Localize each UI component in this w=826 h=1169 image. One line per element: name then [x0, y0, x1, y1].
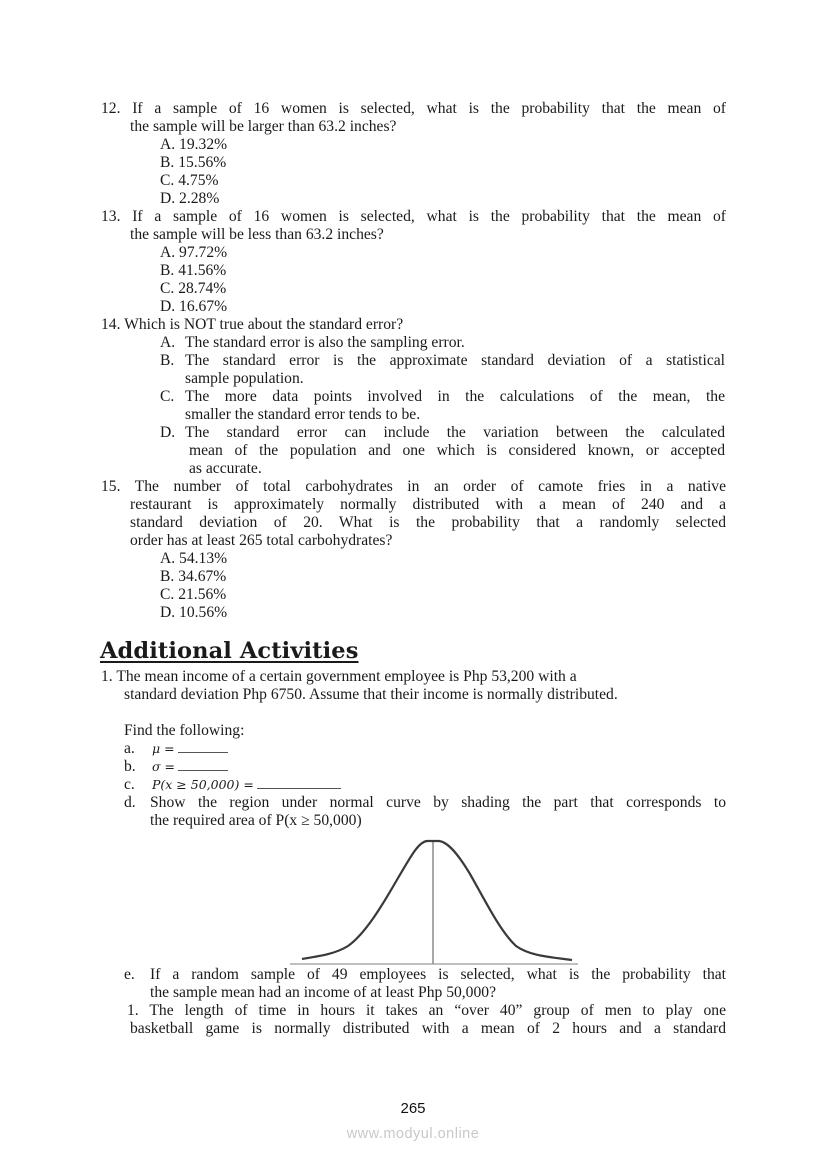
part-c — [152, 776, 341, 794]
option-c: C. 4.75% — [160, 172, 219, 189]
question-text: the sample will be larger than 63.2 inches? — [130, 118, 397, 135]
option-a: A. 19.32% — [160, 136, 228, 153]
item-text: basketball game is normally distributed with a mean of 2 hours and a standard — [130, 1020, 726, 1037]
option-a: A. 54.13% — [160, 550, 228, 567]
question-12 — [101, 100, 726, 118]
item-text: The length of time in hours it takes an “over 40” group of men to play one — [149, 1002, 726, 1019]
option-c-letter: C. — [160, 388, 175, 405]
part-a — [152, 740, 228, 758]
activity-2 — [127, 1002, 726, 1020]
item-text: The mean income of a certain government employee is Php 53,200 with a — [116, 668, 577, 685]
part-b — [152, 758, 228, 776]
question-text: order has at least 265 total carbohydrates? — [130, 532, 393, 549]
option-a: The standard error is also the sampling error. — [185, 334, 465, 351]
option-d: D. 10.56% — [160, 604, 228, 621]
watermark: www.modyul.online — [346, 1126, 480, 1142]
question-15 — [101, 478, 726, 496]
question-number: 14. — [101, 316, 121, 333]
bell-curve — [302, 841, 572, 960]
answer-blank-probability[interactable] — [257, 776, 341, 789]
question-number: 13. — [101, 208, 121, 225]
option-b: The standard error is the approximate standard deviation of a statistical — [185, 352, 725, 369]
option-d-cont2: as accurate. — [189, 460, 262, 477]
option-b-cont: sample population. — [185, 370, 304, 387]
question-14 — [101, 316, 403, 334]
activity-1 — [101, 668, 577, 686]
question-text: restaurant is approximately normally distributed with a mean of 240 and a — [130, 496, 726, 513]
part-d-cont: the required area of P(x ≥ 50,000) — [150, 812, 362, 829]
answer-blank-mu[interactable] — [178, 740, 228, 753]
question-text: If a sample of 16 women is selected, what is the probability that the mean of — [132, 208, 726, 225]
option-b: B. 34.67% — [160, 568, 227, 585]
option-b: B. 41.56% — [160, 262, 227, 279]
option-d-letter: D. — [160, 424, 176, 441]
question-number: 12. — [101, 100, 121, 117]
option-b-letter: B. — [160, 352, 175, 369]
item-number: 1. — [101, 668, 113, 685]
mu-expression: μ = — [152, 741, 175, 756]
question-text: the sample will be less than 63.2 inches? — [130, 226, 384, 243]
question-text: Which is NOT true about the standard error? — [124, 316, 404, 333]
question-13 — [101, 208, 726, 226]
part-d: Show the region under normal curve by shading the part that corresponds to — [150, 794, 726, 811]
answer-blank-sigma[interactable] — [178, 758, 228, 771]
part-c-letter: c. — [124, 776, 135, 793]
option-c: C. 21.56% — [160, 586, 227, 603]
part-b-letter: b. — [124, 758, 136, 775]
option-d-cont: mean of the population and one which is considered known, or accepted — [189, 442, 725, 459]
option-c-cont: smaller the standard error tends to be. — [185, 406, 421, 423]
part-a-letter: a. — [124, 740, 135, 757]
question-text: standard deviation of 20. What is the probability that a randomly selected — [130, 514, 726, 531]
probability-expression: P(x ≥ 50,000) = — [152, 777, 254, 792]
part-e: If a random sample of 49 employees is selected, what is the probability that — [150, 966, 726, 983]
item-text: standard deviation Php 6750. Assume that their income is normally distributed. — [124, 686, 618, 703]
page-number: 265 — [400, 1100, 426, 1117]
option-b: B. 15.56% — [160, 154, 227, 171]
part-e-letter: e. — [124, 966, 135, 983]
question-text: The number of total carbohydrates in an order of camote fries in a native — [134, 478, 726, 495]
option-a-letter: A. — [160, 334, 176, 351]
option-d: The standard error can include the variation between the calculated — [185, 424, 725, 441]
part-e-cont: the sample mean had an income of at least Php 50,000? — [150, 984, 496, 1001]
question-text: If a sample of 16 women is selected, what is the probability that the mean of — [132, 100, 726, 117]
part-d-letter: d. — [124, 794, 136, 811]
option-d: D. 16.67% — [160, 298, 228, 315]
option-d: D. 2.28% — [160, 190, 220, 207]
option-a: A. 97.72% — [160, 244, 228, 261]
section-heading: Additional Activities — [100, 638, 359, 664]
item-number: 1. — [127, 1002, 139, 1019]
sigma-expression: σ = — [152, 759, 175, 774]
find-label: Find the following: — [124, 722, 245, 739]
option-c: C. 28.74% — [160, 280, 227, 297]
normal-curve-figure — [290, 836, 580, 968]
question-number: 15. — [101, 478, 121, 495]
option-c: The more data points involved in the calculations of the mean, the — [185, 388, 725, 405]
